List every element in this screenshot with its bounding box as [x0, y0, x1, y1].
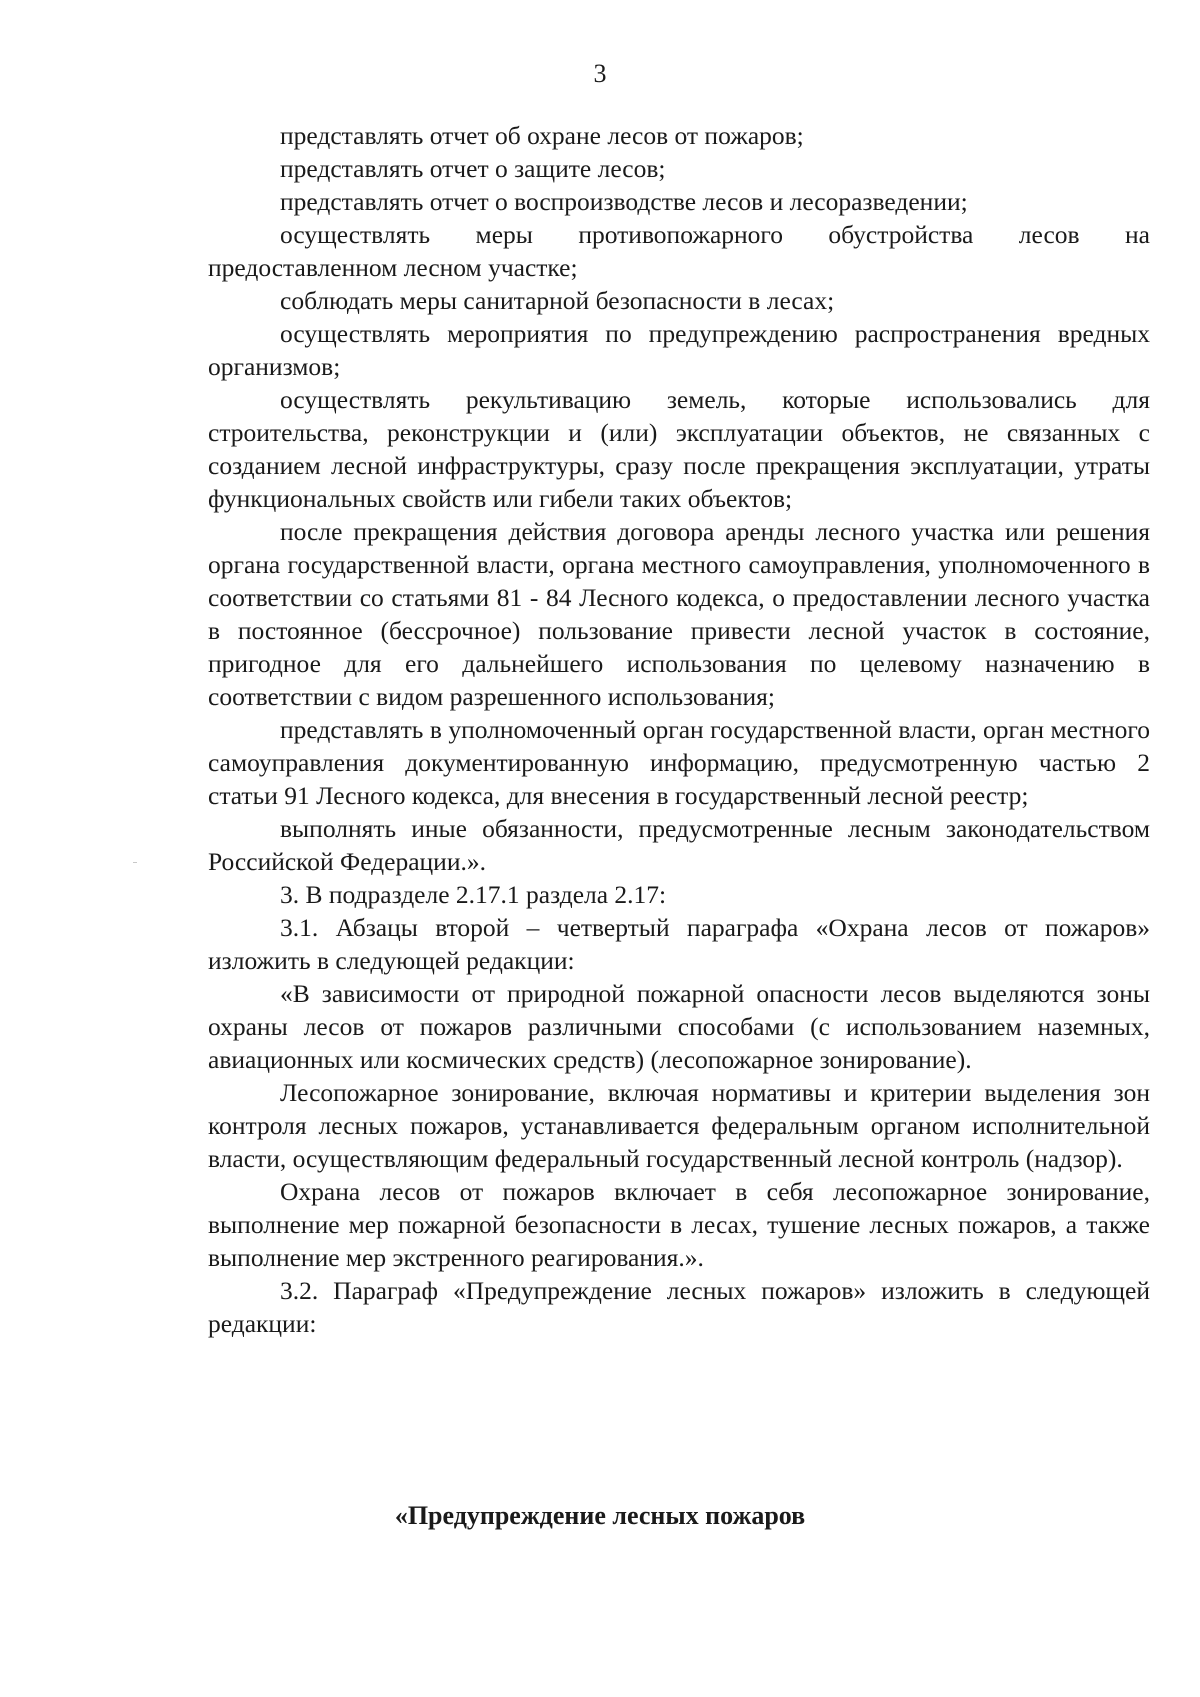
paragraph-item-3-2: 3.2. Параграф «Предупреждение лесных пожаров» изложить в следующей редакции: [208, 1276, 1150, 1338]
paragraph-fire-protection-scope: Охрана лесов от пожаров включает в себя лесопожарное зонирование, выполнение мер пожарной безопасности в лесах, тушение лесных пожаров, а также выполнение мер экстренного реагирования.». [208, 1177, 1150, 1272]
paragraph-fire-prevention-measures: осуществлять меры противопожарного обустройства лесов на предоставленном лесном участке; [208, 220, 1150, 282]
paragraph-fire-zoning: «В зависимости от природной пожарной опасности лесов выделяются зоны охраны лесов от пожаров различными способами (с использованием наземных, авиационных или космических средств) (лесопожарное зонирование). [208, 979, 1150, 1074]
paragraph-forest-registry: представлять в уполномоченный орган государственной власти, орган местного самоуправления документированную информацию, предусмотренную частью 2 статьи 91 Лесного кодекса, для внесения в государственный лесной реестр; [208, 715, 1150, 810]
paragraph-forest-protection-report: представлять отчет о защите лесов; [280, 154, 666, 183]
section-heading: «Предупреждение лесных пожаров [394, 1501, 806, 1530]
paragraph-sanitary-safety: соблюдать меры санитарной безопасности в лесах; [280, 286, 835, 315]
paragraph-harmful-organisms: осуществлять мероприятия по предупреждению распространения вредных организмов; [208, 319, 1150, 381]
scan-mark [133, 862, 137, 863]
paragraph-item-3: 3. В подразделе 2.17.1 раздела 2.17: [280, 880, 667, 909]
paragraph-reproduction-report: представлять отчет о воспроизводстве лесов и лесоразведении; [280, 187, 968, 216]
paragraph-other-duties: выполнять иные обязанности, предусмотренные лесным законодательством Российской Федерации.». [208, 814, 1150, 876]
paragraph-land-recultivation: осуществлять рекультивацию земель, которые использовались для строительства, реконструкции и (или) эксплуатации объектов, не связанных с созданием лесной инфраструктуры, сразу после прекращения эксплуатации, утраты функциональных свойств или гибели таких объектов; [208, 385, 1150, 513]
document-body [208, 119, 1150, 1340]
page-number: 3 [593, 59, 607, 88]
paragraph-lease-termination: после прекращения действия договора аренды лесного участка или решения органа государственной власти, органа местного самоуправления, уполномоченного в соответствии со статьями 81 - 84 Лесного кодекса, о предоставлении лесного участка в постоянное (бессрочное) пользование привести лесной участок в состояние, пригодное для его дальнейшего использования по целевому назначению в соответствии с видом разрешенного использования; [208, 517, 1150, 711]
paragraph-item-3-1: 3.1. Абзацы второй – четвертый параграфа «Охрана лесов от пожаров» изложить в следующей редакции: [208, 913, 1150, 975]
paragraph-zoning-standards: Лесопожарное зонирование, включая нормативы и критерии выделения зон контроля лесных пожаров, устанавливается федеральным органом исполнительной власти, осуществляющим федеральный государственный лесной контроль (надзор). [208, 1078, 1150, 1173]
paragraph-fire-protection-report: представлять отчет об охране лесов от пожаров; [280, 121, 804, 150]
